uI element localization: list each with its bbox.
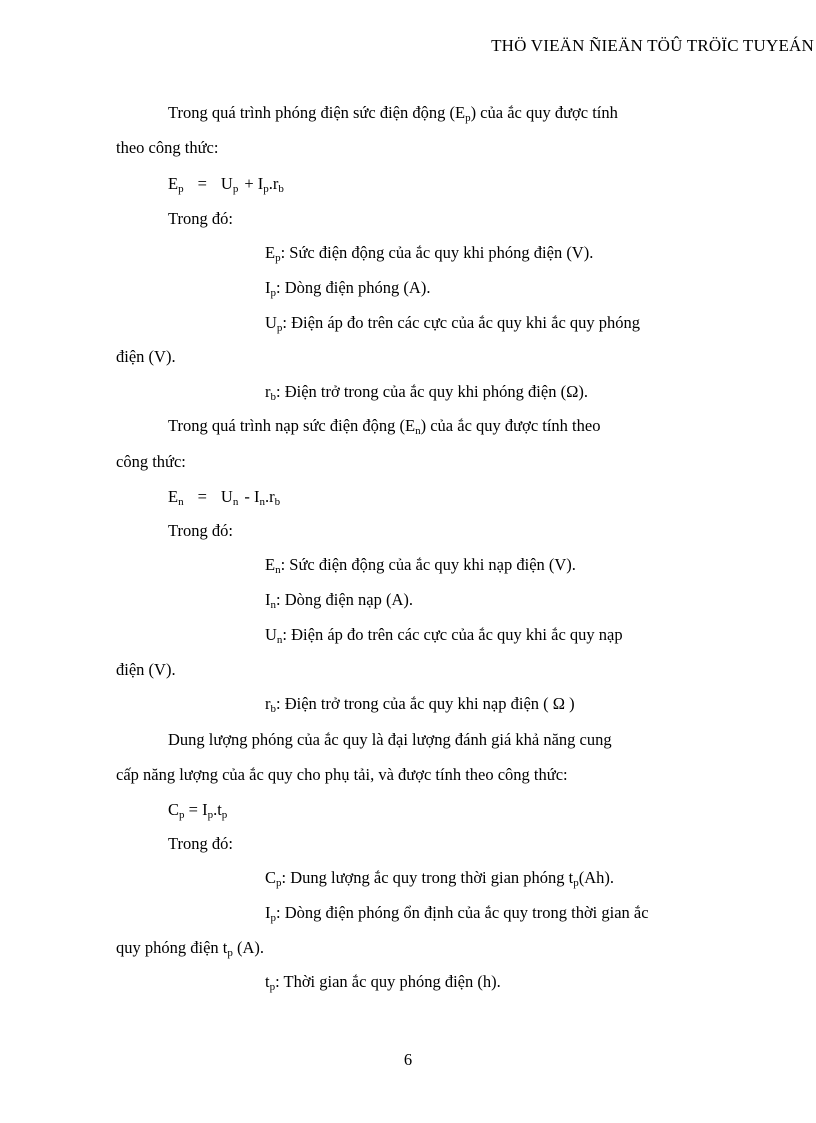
paragraph-charge-line2: công thức:: [116, 452, 186, 471]
formula-charge: $E_n = U_n - I_n.r_b$: [168, 487, 281, 508]
formula-capacity: $C_p = I_p.t_p$: [168, 800, 228, 821]
def-in: $I_n$: Dòng điện nạp (A).: [265, 590, 414, 611]
page-header: THÖ VIEÄN ÑIEÄN TÖÛ TRÖÏC TUYEÁN: [491, 36, 814, 55]
where-label-3: Trong đó:: [168, 834, 233, 853]
paragraph-discharge-line2: theo công thức:: [116, 138, 219, 157]
formula-discharge: $E_p = U_p + I_p.r_b$: [168, 174, 284, 195]
def-rb: $r_b$: Điện trở trong của ắc quy khi phóng điện (Ω).: [265, 382, 588, 403]
def-ip-capacity-cont: quy phóng điện $t_p$ (A).: [116, 938, 265, 959]
where-label-1: Trong đó:: [168, 209, 233, 228]
paragraph-charge-line1: Trong quá trình nạp sức điện động $(E_n)$ của ắc quy được tính theo: [168, 416, 601, 437]
def-cp: $C_p$: Dung lượng ắc quy trong thời gian phóng $t_p(Ah)$.: [265, 868, 615, 889]
def-rb-charge: $r_b$: Điện trở trong của ắc quy khi nạp điện ( Ω ): [265, 694, 575, 715]
paragraph-capacity-line2: cấp năng lượng của ắc quy cho phụ tải, và được tính theo công thức:: [116, 765, 568, 784]
def-up: $U_p$: Điện áp đo trên các cực của ắc quy khi ắc quy phóng: [265, 313, 641, 334]
def-ip-capacity: $I_p$: Dòng điện phóng ổn định của ắc quy trong thời gian ắc: [265, 903, 649, 924]
def-up-cont: điện (V).: [116, 347, 176, 366]
def-un: $U_n$: Điện áp đo trên các cực của ắc quy khi ắc quy nạp: [265, 625, 623, 646]
def-tp: $t_p$: Thời gian ắc quy phóng điện (h).: [265, 972, 501, 993]
def-en: $E_n$: Sức điện động của ắc quy khi nạp điện (V).: [265, 555, 576, 576]
where-label-2: Trong đó:: [168, 521, 233, 540]
def-ip: $I_p$: Dòng điện phóng (A).: [265, 278, 431, 299]
def-ep: $E_p$: Sức điện động của ắc quy khi phóng điện (V).: [265, 243, 594, 264]
page-number: 6: [403, 1050, 413, 1069]
paragraph-discharge-line1: Trong quá trình phóng điện sức điện động $(E_p)$ của ắc quy được tính: [168, 103, 618, 124]
paragraph-capacity-line1: Dung lượng phóng của ắc quy là đại lượng đánh giá khả năng cung: [168, 730, 612, 749]
def-un-cont: điện (V).: [116, 660, 176, 679]
